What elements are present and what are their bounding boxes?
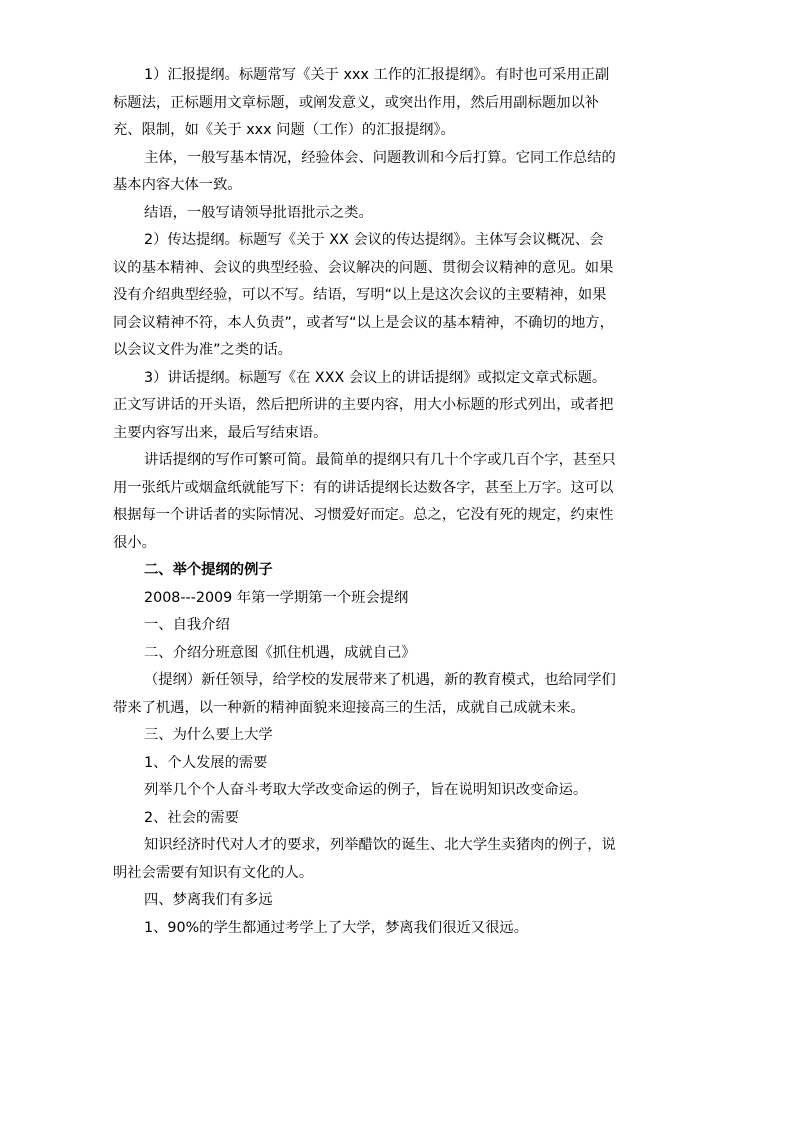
paragraph: 三、为什么要上大学 <box>144 727 273 743</box>
paragraph: （提纲）新任领导，给学校的发展带来了机遇，新的教育模式，也给同学们带来了机遇，以一种新的精神面貌来迎接高三的生活，成就自己成就未来。 <box>113 672 616 716</box>
document-body <box>113 62 617 942</box>
paragraph: 一、自我介绍 <box>144 617 230 633</box>
paragraph: 1、90%的学生都通过考学上了大学，梦离我们很近又很远。 <box>144 919 528 936</box>
paragraph: 3）讲话提纲。标题写《在 XXX 会议上的讲话提纲》或拟定文章式标题。正文写讲话的开头语，然后把所讲的主要内容，用大小标题的形式列出，或者把主要内容写出来，最后写结束语。 <box>113 369 614 441</box>
paragraph: 2008---2009 年第一学期第一个班会提纲 <box>144 589 409 606</box>
paragraph: 2、社会的需要 <box>144 809 239 826</box>
paragraph: 结语，一般写请领导批语批示之类。 <box>144 204 373 221</box>
paragraph: 四、梦离我们有多远 <box>144 892 273 908</box>
paragraph: 2）传达提纲。标题写《关于 XX 会议的传达提纲》。主体写会议概况、会议的基本精神、会议的典型经验、会议解决的问题、贯彻会议精神的意见。如果没有介绍典型经验，可以不写。结语，写明“以上是这次会议的主要精神，如果同会议精神不符，本人负责”，或者写“以上是会议的基本精神，不确切的地方，以会议文件为准”之类的话。 <box>113 232 614 358</box>
paragraph: 知识经济时代对人才的要求，列举醋饮的诞生、北大学生卖猪肉的例子，说明社会需要有知识有文化的人。 <box>113 837 616 881</box>
paragraph: 1、个人发展的需要 <box>144 754 268 771</box>
paragraph: 讲话提纲的写作可繁可简。最简单的提纲只有几十个字或几百个字，甚至只用一张纸片或烟盒纸就能写下：有的讲话提纲长达数各字，甚至上万字。这可以根据每一个讲话者的实际情况、习惯爱好而定。总之，它没有死的规定，约束性很小。 <box>113 452 616 551</box>
paragraph: 二、介绍分班意图《抓住机遇，成就自己》 <box>144 644 416 661</box>
paragraph: 主体，一般写基本情况，经验体会、问题教训和今后打算。它同工作总结的基本内容大体一致。 <box>113 149 616 193</box>
paragraph: 1）汇报提纲。标题常写《关于 xxx 工作的汇报提纲》。有时也可采用正副标题法，正标题用文章标题，或阐发意义，或突出作用，然后用副标题加以补充、限制，如《关于 xxx 问题（工作）的汇报提纲》。 <box>113 67 610 138</box>
section-heading: 二、举个提纲的例子 <box>144 562 273 578</box>
paragraph: 列举几个个人奋斗考取大学改变命运的例子，旨在说明知识改变命运。 <box>144 782 588 798</box>
